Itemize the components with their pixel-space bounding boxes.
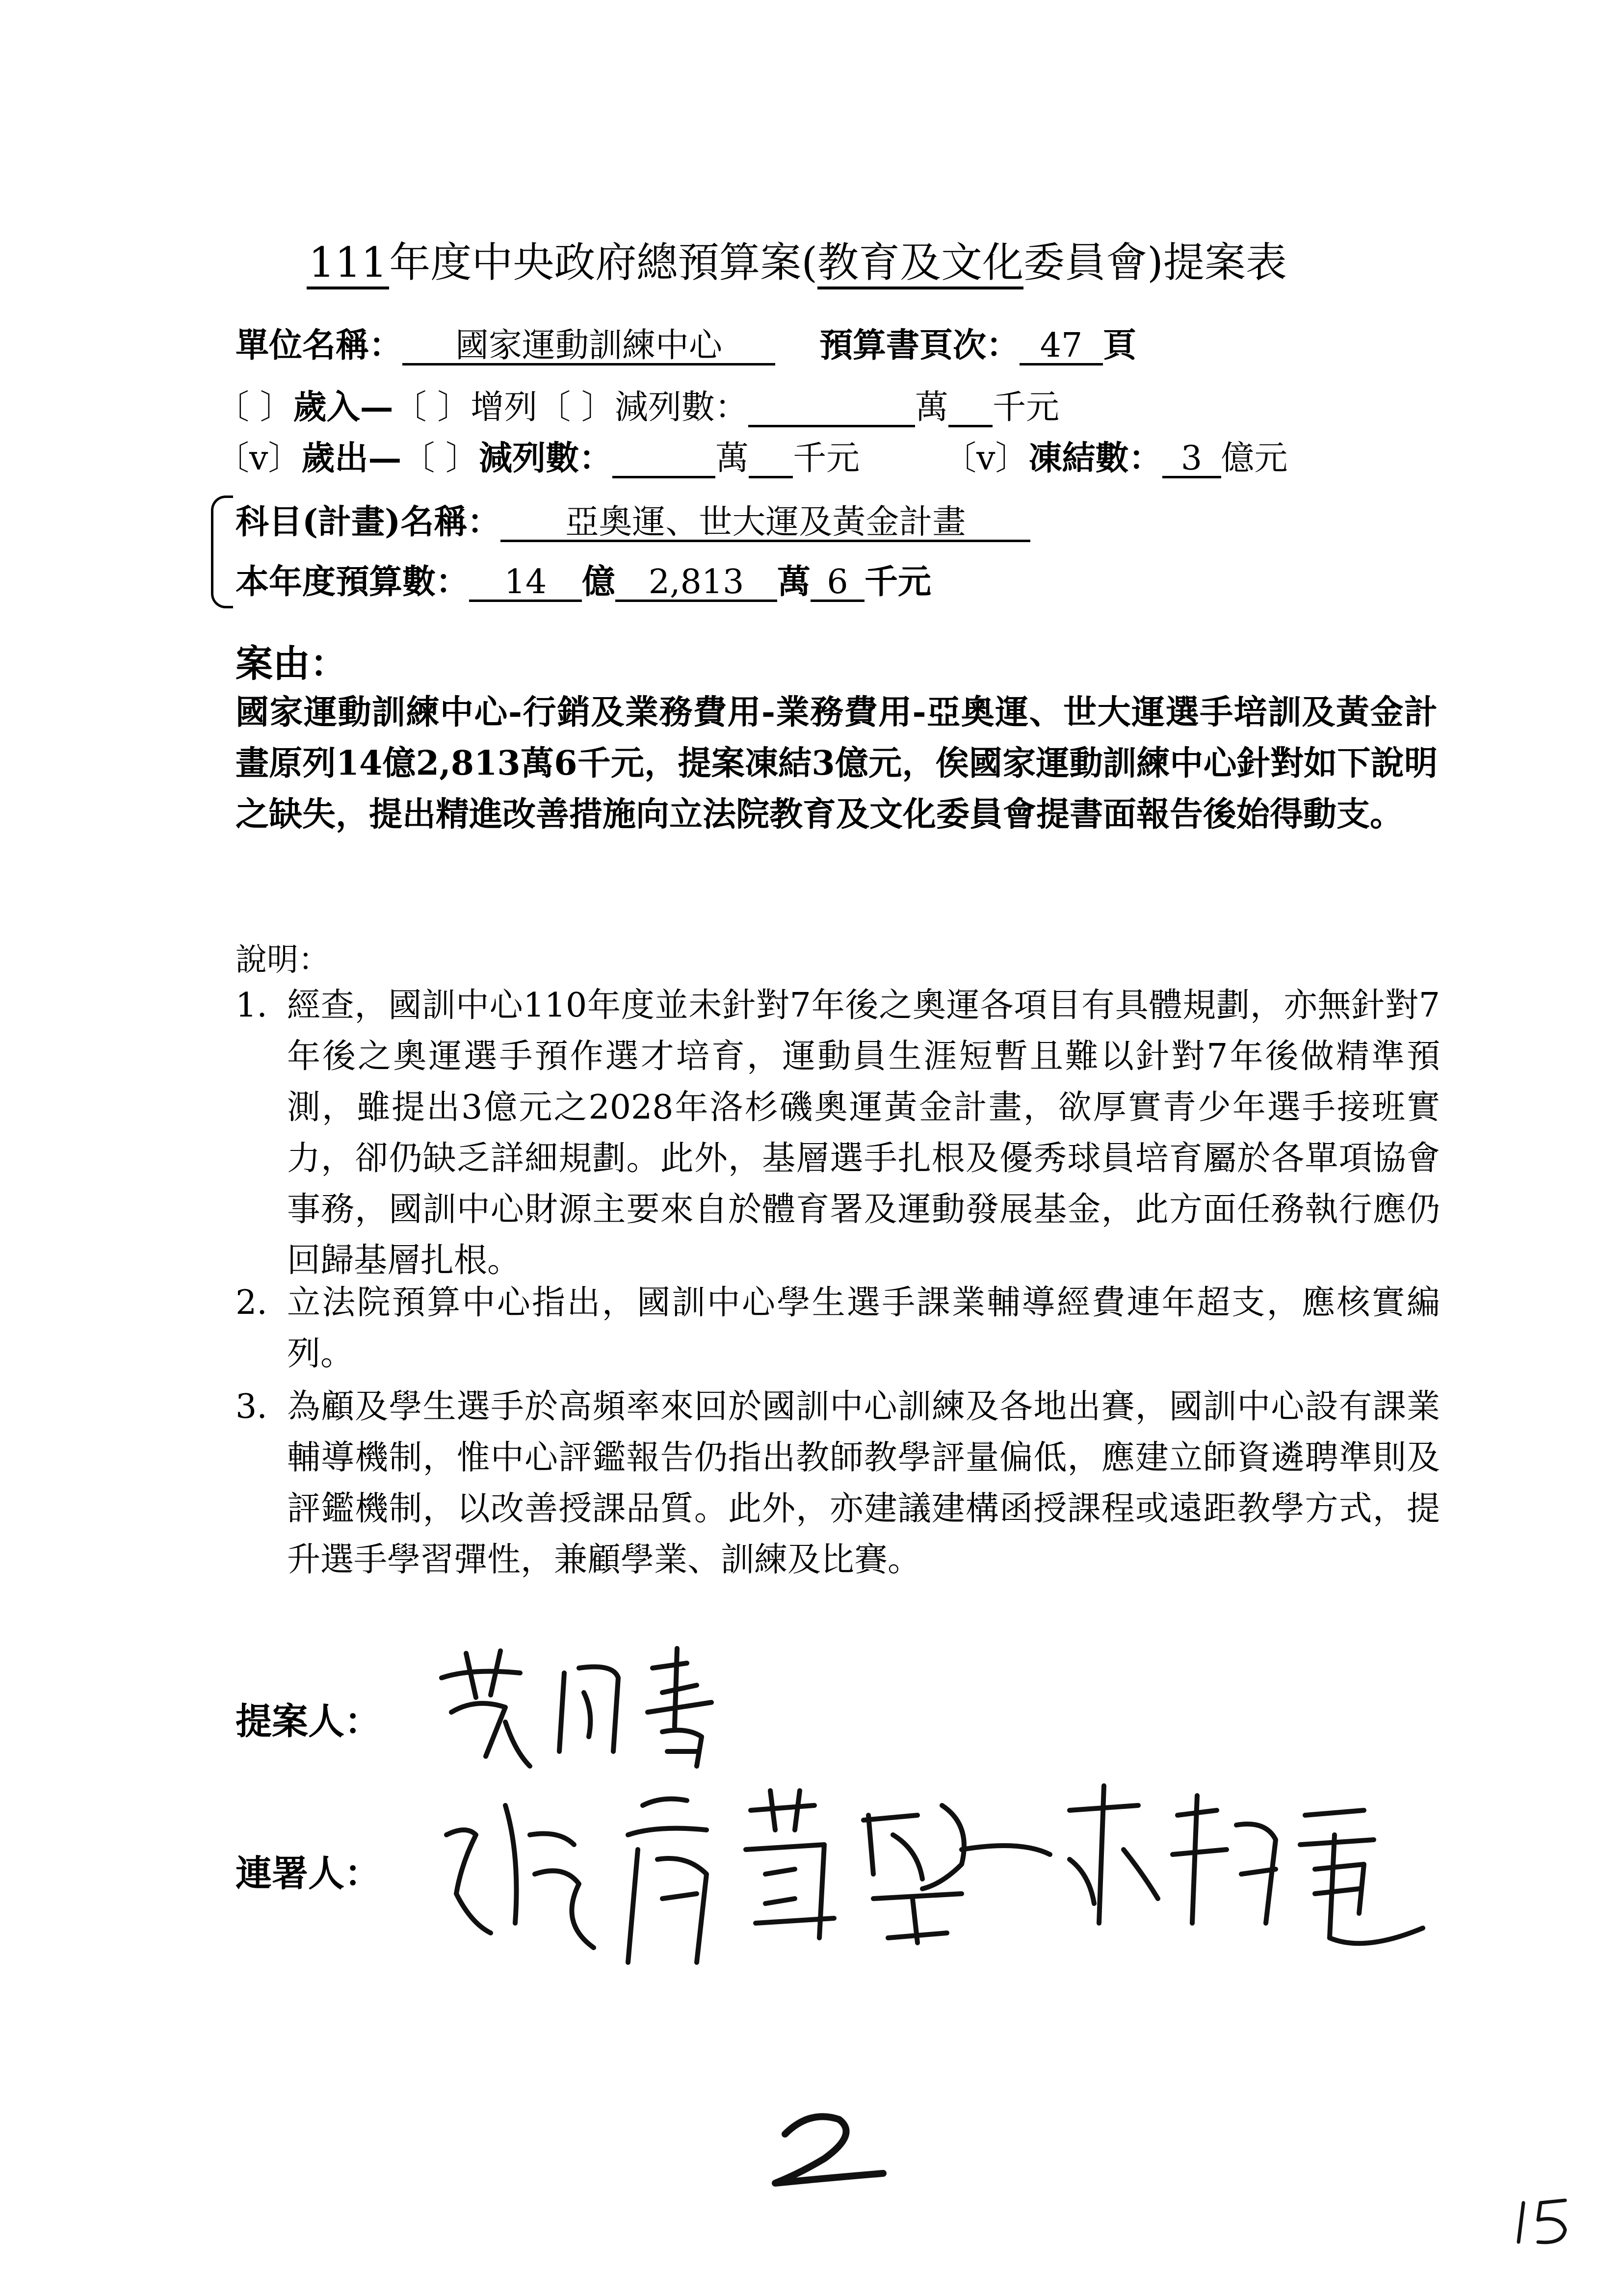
budget-wan-unit: 萬: [777, 562, 811, 601]
income-wan-unit: 萬: [915, 388, 948, 427]
handwritten-page-number: [765, 2105, 893, 2193]
unit-value: 國家運動訓練中心: [402, 328, 775, 365]
title-year: 111: [307, 238, 389, 289]
budget-row: [236, 555, 931, 603]
expense-wan-blank: [612, 441, 715, 478]
item-label: 科目(計畫)名稱：: [236, 502, 501, 542]
expense-check: 〔v〕: [216, 439, 302, 478]
page-unit: 頁: [1103, 326, 1137, 365]
income-decrease-label: 減列數：: [614, 388, 748, 427]
budget-qian-value: 6: [811, 565, 864, 602]
freeze-label: 凍結數：: [1028, 439, 1162, 478]
explanation-title: 說明：: [236, 942, 330, 978]
budget-wan-value: 2,813: [615, 565, 777, 602]
explanation-item-text: 為顧及學生選手於高頻率來回於國訓中心訓練及各地出賽，國訓中心設有課業輔導機制，惟中心評鑑報告仍指出教師教學評量偏低，應建立師資遴聘準則及評鑑機制，以改善授課品質。此外，亦建議建構函授課程或遠距教學方式，提升選手學習彈性，兼顧學業、訓練及比賽。: [287, 1387, 1440, 1579]
income-row: [216, 381, 1059, 428]
page-label: 預算書頁次：: [819, 326, 1020, 365]
title-pre: 年度中央政府總預算案(: [389, 238, 818, 287]
expense-decrease-check: 〔 〕: [401, 439, 479, 478]
expense-label: 歲出—: [301, 439, 402, 478]
income-check: 〔 〕: [216, 388, 293, 427]
budget-label: 本年度預算數：: [236, 562, 470, 601]
explanation-item-number: 1.: [236, 986, 267, 1025]
proposer-label: 提案人：: [236, 1700, 381, 1743]
freeze-unit: 億元: [1221, 439, 1288, 478]
budget-yi-value: 14: [469, 565, 582, 602]
proposer-signature: [432, 1639, 775, 1786]
item-row: [236, 496, 1030, 543]
income-increase-check: 〔 〕: [393, 388, 471, 427]
explanation-item-text: 立法院預算中心指出，國訓中心學生選手課業輔導經費連年超支，應核實編列。: [287, 1283, 1440, 1373]
item-value: 亞奧運、世大運及黃金計畫: [500, 505, 1030, 542]
expense-qian-unit: 千元: [793, 439, 860, 478]
freeze-check: 〔v〕: [943, 439, 1029, 478]
page-value: 47: [1020, 328, 1103, 365]
title-post: )提案表: [1147, 238, 1287, 287]
reason-body: 國家運動訓練中心-行銷及業務費用-業務費用-亞奧運、世大運選手培訓及黃金計畫原列14億2,813萬6千元，提案凍結3億元，俟國家運動訓練中心針對如下說明之缺失，提出精進改善措施向立法院教育及文化委員會提書面報告後始得動支。: [236, 693, 1438, 834]
expense-row: [216, 432, 1288, 479]
unit-label: 單位名稱：: [236, 326, 403, 365]
expense-decrease-label: 減列數：: [479, 439, 613, 478]
explanation-item-number: 2.: [236, 1283, 267, 1322]
explanation-item-text: 經查，國訓中心110年度並未針對7年後之奧運各項目有具體規劃，亦無針對7年後之奧運選手預作選才培育，運動員生涯短暫且難以針對7年後做精準預測，雖提出3億元之2028年洛杉磯奧運黃金計畫，欲厚實青少年選手接班實力，卻仍缺乏詳細規劃。此外，基層選手扎根及優秀球員培育屬於各單項協會事務，國訓中心財源主要來自於體育署及運動發展基金，此方面任務執行應仍回歸基層扎根。: [287, 986, 1440, 1280]
budget-qian-unit: 千元: [864, 562, 932, 601]
freeze-value: 3: [1162, 441, 1221, 478]
cosigner-label: 連署人：: [236, 1852, 381, 1895]
expense-qian-blank: [749, 441, 793, 478]
item-bracket: [211, 496, 233, 608]
unit-row: [236, 319, 1136, 366]
title-committee-underlined: 教育及文化: [817, 238, 1023, 289]
income-increase-label: 增列: [471, 388, 538, 427]
income-qian-blank: [948, 390, 993, 427]
reason-title: 案由：: [236, 642, 347, 685]
form-title: [307, 230, 1287, 289]
handwritten-corner-number: [1511, 2193, 1580, 2252]
income-decrease-check: 〔 〕: [537, 388, 615, 427]
explanation-item-number: 3.: [236, 1387, 267, 1426]
income-qian-unit: 千元: [992, 388, 1059, 427]
cosigner-signatures: [432, 1776, 1452, 1982]
title-committee-rest: 委員會: [1023, 238, 1148, 287]
budget-yi-unit: 億: [582, 562, 616, 601]
income-label: 歲入—: [293, 388, 393, 427]
expense-wan-unit: 萬: [715, 439, 749, 478]
income-wan-blank: [748, 390, 915, 427]
